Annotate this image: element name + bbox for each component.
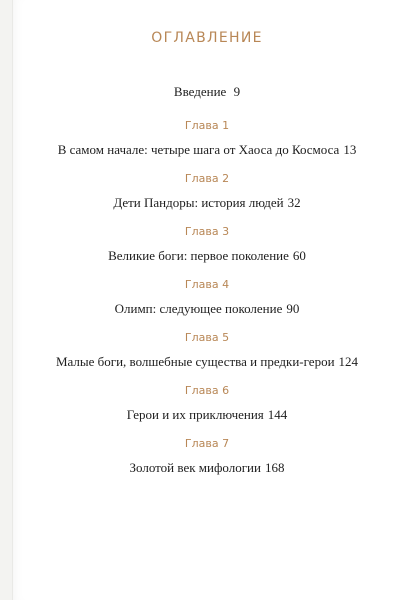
chapter-page-number: 13 (343, 142, 357, 157)
chapter-title: Дети Пандоры: история людей (113, 195, 284, 210)
chapter-entry-4 (13, 278, 400, 331)
chapter-title: Золотой век мифологии (129, 460, 261, 475)
chapter-title-line (13, 195, 400, 210)
chapter-label: Глава 1 (184, 119, 230, 132)
chapter-title: Олимп: следующее поколение (114, 301, 283, 316)
chapter-page-number: 124 (338, 354, 359, 369)
chapter-label: Глава 4 (184, 278, 230, 291)
chapter-page-number: 32 (287, 195, 301, 210)
chapter-list (13, 119, 400, 490)
chapter-label: Глава 6 (184, 384, 230, 397)
chapter-label: Глава 3 (184, 225, 230, 238)
chapter-title: В самом начале: четыре шага от Хаоса до Космоса (57, 142, 340, 157)
chapter-entry-3 (13, 225, 400, 278)
chapter-entry-1 (13, 119, 400, 172)
chapter-title-line (13, 301, 400, 316)
chapter-entry-6 (13, 384, 400, 437)
chapter-title: Герои и их приключения (126, 407, 264, 422)
chapter-title-line (13, 142, 400, 157)
chapter-title-line (13, 354, 400, 369)
chapter-entry-2 (13, 172, 400, 225)
intro-page-number: 9 (233, 84, 241, 99)
chapter-entry-5 (13, 331, 400, 384)
book-page (12, 0, 400, 600)
chapter-page-number: 60 (292, 248, 306, 263)
chapter-title-line (13, 248, 400, 263)
chapter-title-line (13, 460, 400, 475)
chapter-title-line (13, 407, 400, 422)
chapter-page-number: 90 (286, 301, 300, 316)
chapter-title: Великие боги: первое поколение (108, 248, 289, 263)
chapter-title: Малые боги, волшебные существа и предки-герои (55, 354, 335, 369)
chapter-page-number: 168 (264, 460, 285, 475)
toc-intro-entry (13, 84, 400, 100)
toc-title: ОГЛАВЛЕНИЕ (151, 30, 263, 46)
chapter-label: Глава 7 (184, 437, 230, 450)
chapter-page-number: 144 (267, 407, 288, 422)
chapter-label: Глава 5 (184, 331, 230, 344)
chapter-label: Глава 2 (184, 172, 230, 185)
chapter-entry-7 (13, 437, 400, 490)
intro-title: Введение (173, 84, 227, 99)
